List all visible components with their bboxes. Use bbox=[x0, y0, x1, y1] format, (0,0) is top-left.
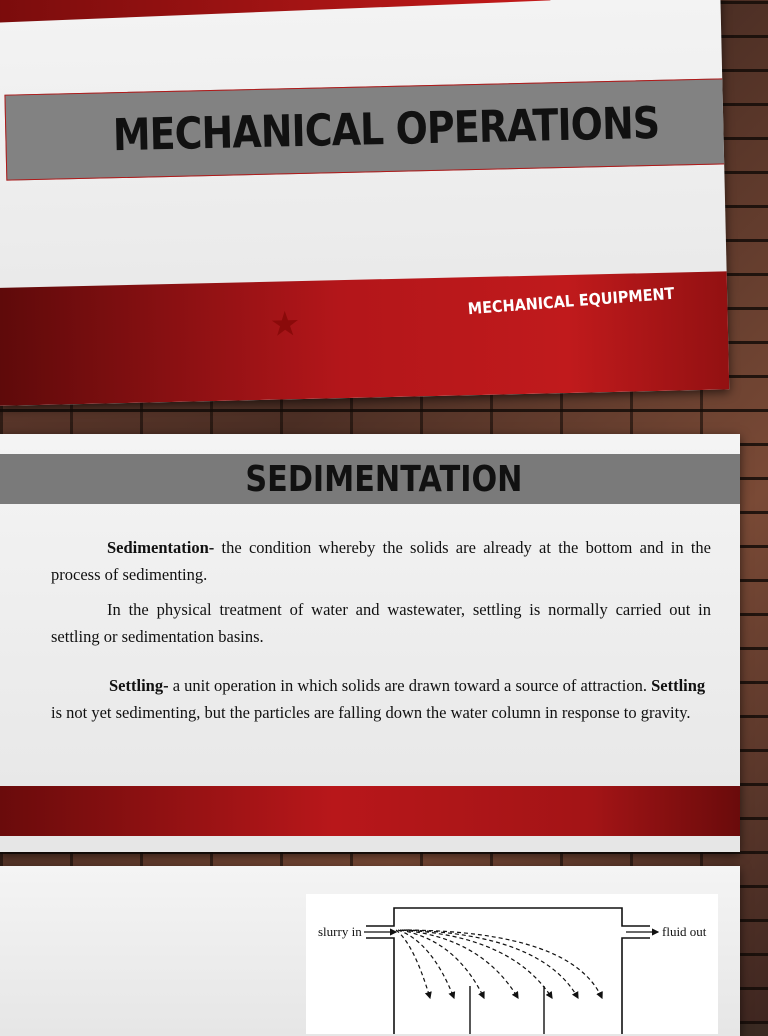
title-slide[interactable] bbox=[0, 0, 729, 406]
red-band bbox=[0, 786, 740, 836]
star-icon: ★ bbox=[269, 305, 301, 344]
slide-title: MECHANICAL OPERATIONS bbox=[112, 97, 661, 161]
treatment-paragraph bbox=[51, 596, 711, 650]
label-fluid-out: fluid out bbox=[662, 924, 707, 939]
sedimentation-slide[interactable] bbox=[0, 434, 740, 852]
tank-drawing bbox=[306, 894, 718, 1034]
title-bar bbox=[4, 77, 729, 180]
title-bar bbox=[0, 454, 740, 504]
definition-text: the condition whereby the solids are already at the bottom and in the process of sedimenting. bbox=[51, 538, 711, 584]
definition-text: is not yet sedimenting, but the particles are falling down the water column in response to gravity. bbox=[51, 703, 691, 722]
slide-subtitle: MECHANICAL EQUIPMENT bbox=[467, 283, 675, 319]
definition-settling bbox=[51, 672, 711, 726]
term-settling: Settling- bbox=[109, 676, 169, 695]
definition-sedimentation bbox=[51, 534, 711, 588]
top-red-stripe bbox=[0, 0, 550, 23]
slide-body bbox=[51, 534, 711, 734]
label-slurry-in: slurry in bbox=[318, 924, 362, 939]
settling-tank-diagram bbox=[306, 894, 718, 1034]
definition-text: a unit operation in which solids are drawn toward a source of attraction. bbox=[168, 676, 652, 695]
slide-title: SEDIMENTATION bbox=[245, 458, 523, 500]
diagram-slide[interactable] bbox=[0, 866, 740, 1036]
paragraph-text: In the physical treatment of water and wastewater, settling is normally carried out in settling or sedimentation basins. bbox=[51, 600, 711, 646]
term-sedimentation: Sedimentation- bbox=[107, 538, 215, 557]
term-settling-inline: Settling bbox=[651, 676, 706, 695]
